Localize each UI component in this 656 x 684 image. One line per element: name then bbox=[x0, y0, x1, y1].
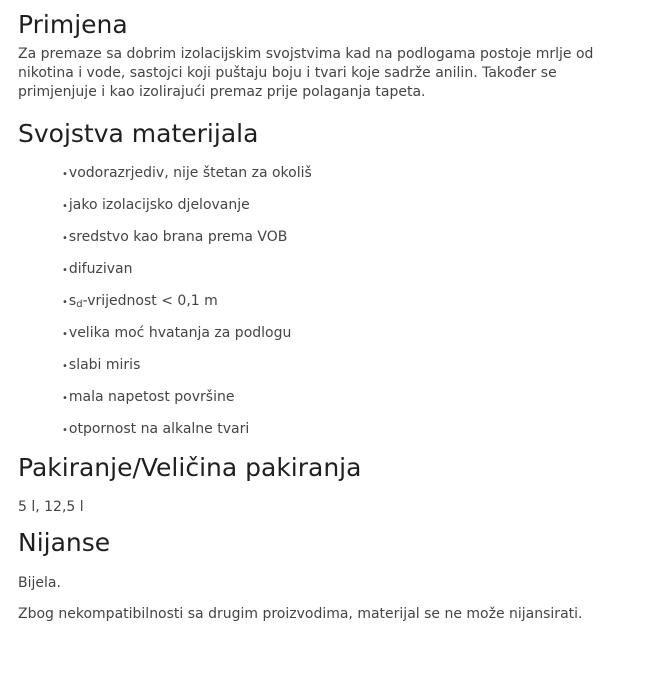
list-item-text: jako izolacijsko djelovanje bbox=[68, 197, 250, 213]
list-item bbox=[62, 163, 638, 195]
list-item-text: -vrijednost < 0,1 m bbox=[82, 293, 218, 309]
nijanse-text-color: Bijela. bbox=[18, 575, 61, 591]
list-item bbox=[62, 195, 638, 227]
primjena-text: Za premaze sa dobrim izolacijskim svojstvima kad na podlogama postoje mrlje od nikotina i vode, sastojci koji puštaju boju i tvari koje sadrže anilin. Također se primjenjuje i kao izolirajući premaz prije polaganja tapeta. bbox=[18, 46, 594, 100]
list-item bbox=[62, 419, 638, 451]
list-item-text: sredstvo kao brana prema VOB bbox=[68, 229, 288, 245]
bullet-icon: • bbox=[62, 233, 68, 244]
sd-subscript: d bbox=[76, 299, 83, 310]
sd-symbol: s bbox=[68, 293, 77, 309]
nijanse-text-note: Zbog nekompatibilnosti sa drugim proizvodima, materijal se ne može nijansirati. bbox=[18, 606, 583, 622]
bullet-icon: • bbox=[62, 393, 68, 404]
heading-pakiranje: Pakiranje/Veličina pakiranja bbox=[18, 453, 362, 482]
list-item-text: vodorazrjediv, nije štetan za okoliš bbox=[68, 165, 312, 181]
bullet-icon: • bbox=[62, 169, 68, 180]
heading-svojstva-materijala: Svojstva materijala bbox=[18, 119, 259, 148]
pakiranje-text: 5 l, 12,5 l bbox=[18, 499, 84, 515]
properties-list bbox=[18, 163, 638, 451]
list-item-text: difuzivan bbox=[68, 261, 133, 277]
list-item-text: velika moć hvatanja za podlogu bbox=[68, 325, 292, 341]
heading-primjena: Primjena bbox=[18, 10, 128, 39]
list-item bbox=[62, 387, 638, 419]
list-item bbox=[62, 323, 638, 355]
list-item bbox=[62, 227, 638, 259]
list-item bbox=[62, 355, 638, 387]
bullet-icon: • bbox=[62, 329, 68, 340]
heading-nijanse: Nijanse bbox=[18, 528, 111, 557]
list-item bbox=[62, 259, 638, 291]
bullet-icon: • bbox=[62, 201, 68, 212]
list-item-text: mala napetost površine bbox=[68, 389, 235, 405]
bullet-icon: • bbox=[62, 425, 68, 436]
list-item-text: slabi miris bbox=[68, 357, 141, 373]
list-item bbox=[62, 291, 638, 323]
list-item-text: otpornost na alkalne tvari bbox=[68, 421, 250, 437]
bullet-icon: • bbox=[62, 297, 68, 308]
bullet-icon: • bbox=[62, 361, 68, 372]
bullet-icon: • bbox=[62, 265, 68, 276]
